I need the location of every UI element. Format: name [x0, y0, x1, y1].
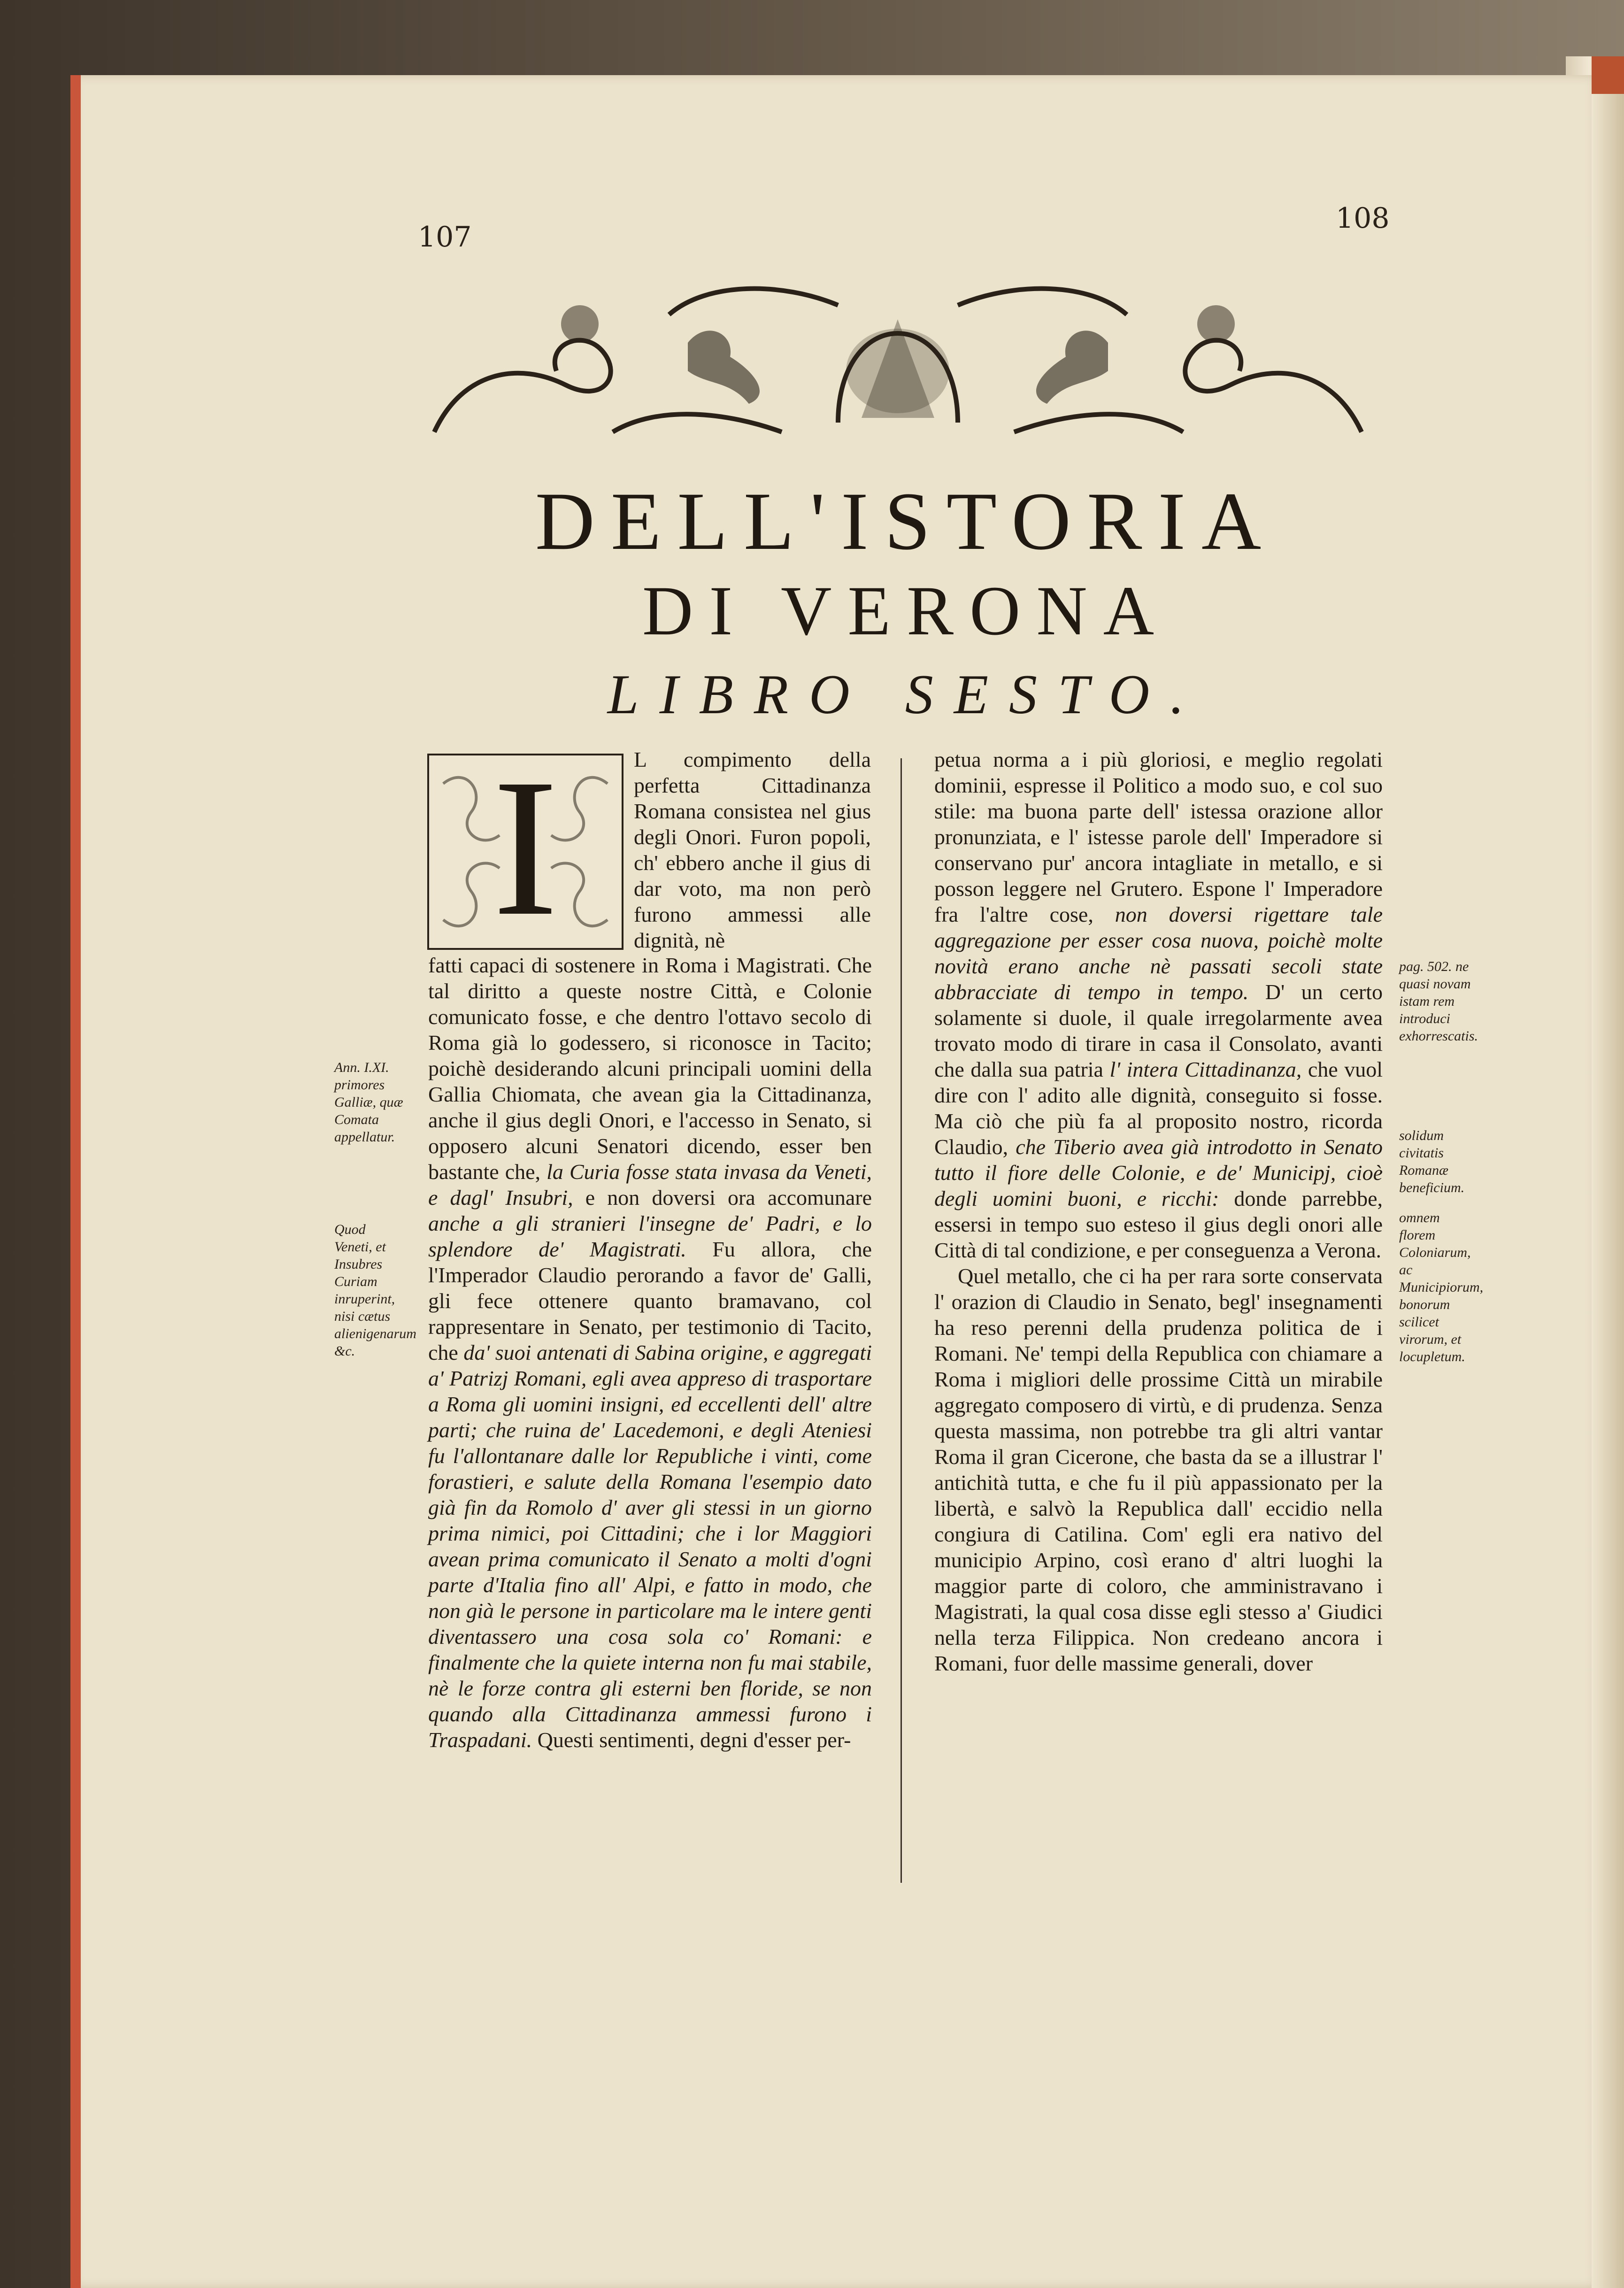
left-column [428, 952, 872, 1753]
right-paragraph-2: Quel metallo, che ci ha per rara sorte conservata l' orazion di Claudio in Senato, begl' insegnamenti ha reso perenni della prudenza politica de i Romani. Ne' tempi della Republica con chiamare a Roma i migliori delle prossime Città un mirabile aggregato composero di virtù, e di prudenza. Senza questa massima, non potrebbe tra gli altri vantar Roma il gran Cicerone, che basta da se a illustrar l' antichità tutta, e che fu il più appassionato per la libertà, e salvò la Republica dall' eccidio nella congiura di Catilina. Com' egli era nativo del municipio Arpino, così erano d' altri luoghi la maggior parte di coloro, che amministravano i Magistrati, la qual cosa disse egli stesso a' Giudici nella terza Filippica. Non credeano ancora i Romani, fuor delle massime generali, dover [934, 1264, 1383, 1675]
title-line-1: DELL'ISTORIA [535, 476, 1278, 567]
left-paragraph [428, 952, 872, 1753]
italic-quote: non doversi rigettare tale aggregazione per esser cosa nuova, poichè molte novità erano anche nè passati secoli state abbracciate di tempo in tempo. [934, 902, 1383, 1004]
text-run: D' un certo solamente si duole, il quale irregolarmente avea trovato modo di tirare in casa il Consolato, avanti che dalla sua patria [934, 980, 1383, 1081]
red-page-edge [70, 75, 81, 2288]
text-run: petua norma a i più gloriosi, e meglio regolati dominii, espresse il Politico a modo suo, e col suo stile: ma buona parte dell' istessa orazione allor pronunziata, e l' istesse parole dell' Imperadore si conservano pur' ancora intagliate in metallo, e si posson leggere nel Grutero. Espone l' Imperadore fra l'altre cose, [934, 747, 1383, 926]
italic-quote: anche a gli stranieri l'insegne de' Padri, e lo splendore de' Magistrati. [428, 1211, 872, 1261]
column-divider [901, 758, 902, 1883]
margin-note-left-1: Ann. I.XI. primores Galliæ, quæ Comata appellatur. [334, 1060, 403, 1145]
margin-note-right-1: pag. 502. ne quasi novam istam rem introduci exhorrescatis. [1399, 959, 1478, 1044]
text-run: che vuol dire con l' adito alle dignità, conseguito si fosse. Ma ciò che più fa al proposito nostro, ricorda Claudio, [934, 1057, 1383, 1159]
title-line-3: LIBRO SESTO. [607, 663, 1205, 725]
dropcap-letter: I [493, 738, 558, 956]
italic-quote: l' intera Cittadinanza, [1109, 1057, 1308, 1081]
page-number-right: 108 [1336, 202, 1390, 235]
intro-text [634, 747, 871, 953]
text-run: donde parrebbe, essersi in tempo suo esteso il gius degli onori alle Città di tal condizione, e per conseguenza a Verona. [934, 1186, 1383, 1262]
italic-quote: la Curia fosse stata invasa da Veneti, e dagl' Insubri, [428, 1160, 872, 1209]
page-corner [1592, 56, 1624, 94]
text-run: Fu allora, che l'Imperador Claudio perorando a favor de' Galli, gli fece ottenere quanto bramavano, col rappresentare in Senato, per testimonio di Tacito, che [428, 1237, 872, 1364]
right-paragraph-1 [934, 747, 1383, 1263]
margin-note-right-2: solidum civitatis Romanæ beneficium. [1399, 1128, 1465, 1195]
text-run: fatti capaci di sostenere in Roma i Magistrati. Che tal diritto a queste nostre Città, e Colonie comunicato fosse, e che dentro l'ottavo secolo di Roma già lo godessero, si riconosce in Tacito; poichè desiderando alcuni principali uomini della Gallia Chiomata, che avean gia la Cittadinanza, anche il gius degli Onori, e l'accesso in Senato, si opposero alcuni Senatori dicendo, esser ben bastante che, [428, 953, 872, 1184]
italic-quote: da' suoi antenati di Sabina origine, e aggregati a' Patrizj Romani, egli avea appreso di trasportare a Roma gli uomini insigni, ed eccellenti dell' altre parti; che ruina de' Lacedemoni, e degli Ateniesi fu l'allontanare dalle lor Republiche i vinti, come forastieri, e salute della Romana l'esempio dato già fin da Romolo d' aver gli stessi in un giorno prima nimici, poi Cittadini; che i lor Maggiori avean prima comunicato il Senato a molti d'ogni parte d'Italia fino all' Alpi, e fatto in modo, che non già le persone in particolare ma le intere genti diventassero una cosa sola co' Romani: e finalmente che la quiete interna non fu mai stabile, nè le forze contra gli esterni ben floride, se non quando alla Cittadinanza ammessi furono i Traspadani. [428, 1340, 872, 1752]
intro-paragraph: L compimento della perfetta Cittadinanza Romana consistea nel gius degli Onori. Furon popoli, ch' ebbero anche il gius di dar voto, ma non però furono ammessi alle dignità, nè [634, 747, 871, 952]
margin-note-left-2: Quod Veneti, et Insubres Curiam inruperint, nisi cætus alienigenarum &c. [334, 1222, 416, 1359]
page-number-left: 107 [418, 221, 472, 254]
italic-quote: che Tiberio avea già introdotto in Senato tutto il fiore delle Colonie, e de' Municipj, cioè degli uomini buoni, e ricchi: [934, 1135, 1383, 1210]
title-line-2: DI VERONA [642, 572, 1170, 650]
right-column [934, 747, 1383, 1676]
text-run: Questi sentimenti, degni d'esser per- [537, 1728, 851, 1752]
margin-note-right-3: omnem florem Coloniarum, ac Municipiorum, bonorum scilicet virorum, et locupletum. [1399, 1210, 1484, 1364]
headpiece-ornament-icon [425, 263, 1371, 446]
decorated-initial-icon [427, 738, 623, 956]
text-run: e non doversi ora accomunare [585, 1186, 872, 1209]
